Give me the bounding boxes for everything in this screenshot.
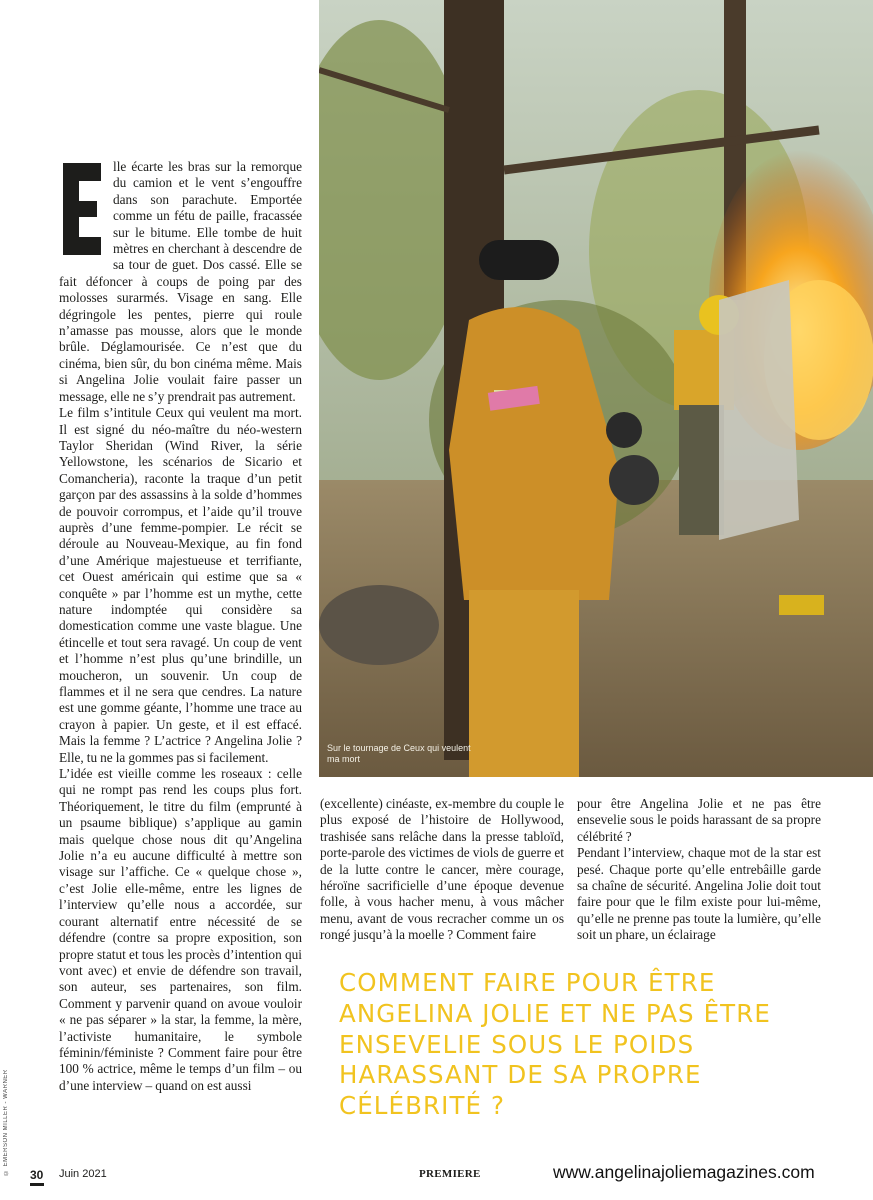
- dropcap: [61, 161, 103, 257]
- pull-quote: COMMENT FAIRE POUR ÊTRE ANGELINA JOLIE ET NE PAS ÊTRE ENSEVELIE SOUS LE POIDS HARASSANT DE SA PROPRE CÉLÉBRITÉ ?: [339, 968, 771, 1121]
- page-number: 30: [30, 1168, 44, 1182]
- article-column-2: [320, 796, 564, 944]
- photo-credit: © EMERSON MILLER - WARNER: [3, 1069, 9, 1175]
- magazine-brand: PREMIERE: [419, 1168, 481, 1180]
- firefighter-photo-illustration: [319, 0, 873, 777]
- dropcap-letter: [61, 161, 103, 257]
- article-paragraph: lle écarte les bras sur la remorque du camion et le vent s’engouffre dans son parachute. Emportée comme un fétu de paille, fracassée sur le bitume. Elle tombe de huit mètres en cherchant à descendre de sa tour de guet. Dos cassé. Elle se fait défoncer à coups de poing par des molosses surarmés. Visage en sang. Elle dégringole les pentes, pierre qui roule n’amasse pas mousse, alors que le monde brûle. Déglamourisée. Ce n’est que du cinéma, bien sûr, du bon cinéma même. Mais si Angelina Jolie voulait faire passer un message, elle ne s’y prendrait pas autrement.: [59, 159, 302, 404]
- article-paragraph: Pendant l’interview, chaque mot de la star est pesé. Chaque porte qu’elle entrebâille garde sa chaîne de sécurité. Angelina Jolie doit tout faire pour que le film existe pour lui-même, qu’elle ne prenne pas toute la lumière, qu’elle soit un phare, un éclairage: [577, 845, 821, 943]
- issue-date: Juin 2021: [59, 1168, 107, 1180]
- photo-caption: Sur le tournage de Ceux qui veulent ma mort: [327, 743, 471, 764]
- article-paragraph: L’idée est vieille comme les roseaux : celle qui ne rompt pas rend les coups plus fort. Théoriquement, le titre du film (emprunté à un psaume biblique) s’applique au gamin mais quelque chose nous dit qu’Angelina Jolie n’a eu aucune difficulté à mettre son visage sur l’affiche. Ce « quelque chose », c’est Jolie elle-même, entre les lignes de l’interview qu’elle nous a accordée, sur courant alternatif entre nécessité de se défendre (contre sa propre exposition, son propre statut et tous les procès d’intention qui vont avec) et envie de défendre son travail, son auteur, ses partenaires, son film. Comment y parvenir quand on avoue vouloir « ne pas séparer » la star, la femme, la mère, l’activiste humanitaire, le symbole féminin/féministe ? Comment faire pour être 100 % actrice, même le temps d’un film – ou d’une interview – quand on est aussi: [59, 766, 302, 1093]
- website-watermark: www.angelinajoliemagazines.com: [553, 1162, 815, 1182]
- article-photo: [319, 0, 873, 777]
- article-column-3: [577, 796, 821, 944]
- article-paragraph: (excellente) cinéaste, ex-membre du couple le plus exposé de l’histoire de Hollywood, trashisée sans relâche dans la presse tabloïd, porte-parole des victimes de viols de guerre et de la lutte contre le cancer, mère courage, héroïne sacrificielle d’une époque devenue folle, à vous hacher menu, à vous mâcher menu, avant de vous recracher comme un os rongé jusqu’à la moelle ? Comment faire: [320, 796, 564, 943]
- article-paragraph: pour être Angelina Jolie et ne pas être ensevelie sous le poids harassant de sa propre célébrité ?: [577, 796, 821, 844]
- article-paragraph: Le film s’intitule Ceux qui veulent ma mort. Il est signé du néo-maître du néo-western Taylor Sheridan (Wind River, la série Yellowstone, les scénarios de Sicario et Comancheria), raconte la traque d’un petit garçon par des assassins à la solde d’hommes de pouvoir corrompus, et l’aide qu’il trouve auprès d’une femme-pompier. Le récit se déroule au Nouveau-Mexique, au fin fond d’une Amérique majestueuse et terrifiante, cet Ouest américain qui estime que sa « conquête » par l’homme est un mythe, cette nature indomptée qui considère sa domestication comme une vaste blague. Une étincelle et tout sera ravagé. Un coup de vent et l’homme n’est plus qu’une brindille, un moucheron, un souvenir. Un coup de flammes et il ne sera que cendres. La nature est une gomme géante, l’homme une trace au crayon à papier. Un geste, et il est effacé. Mais la femme ? L’actrice ? Angelina Jolie ? Elle, tu ne la gommes pas si facilement.: [59, 405, 302, 765]
- article-column-1: [59, 159, 302, 1094]
- page-number-rule: [30, 1183, 44, 1186]
